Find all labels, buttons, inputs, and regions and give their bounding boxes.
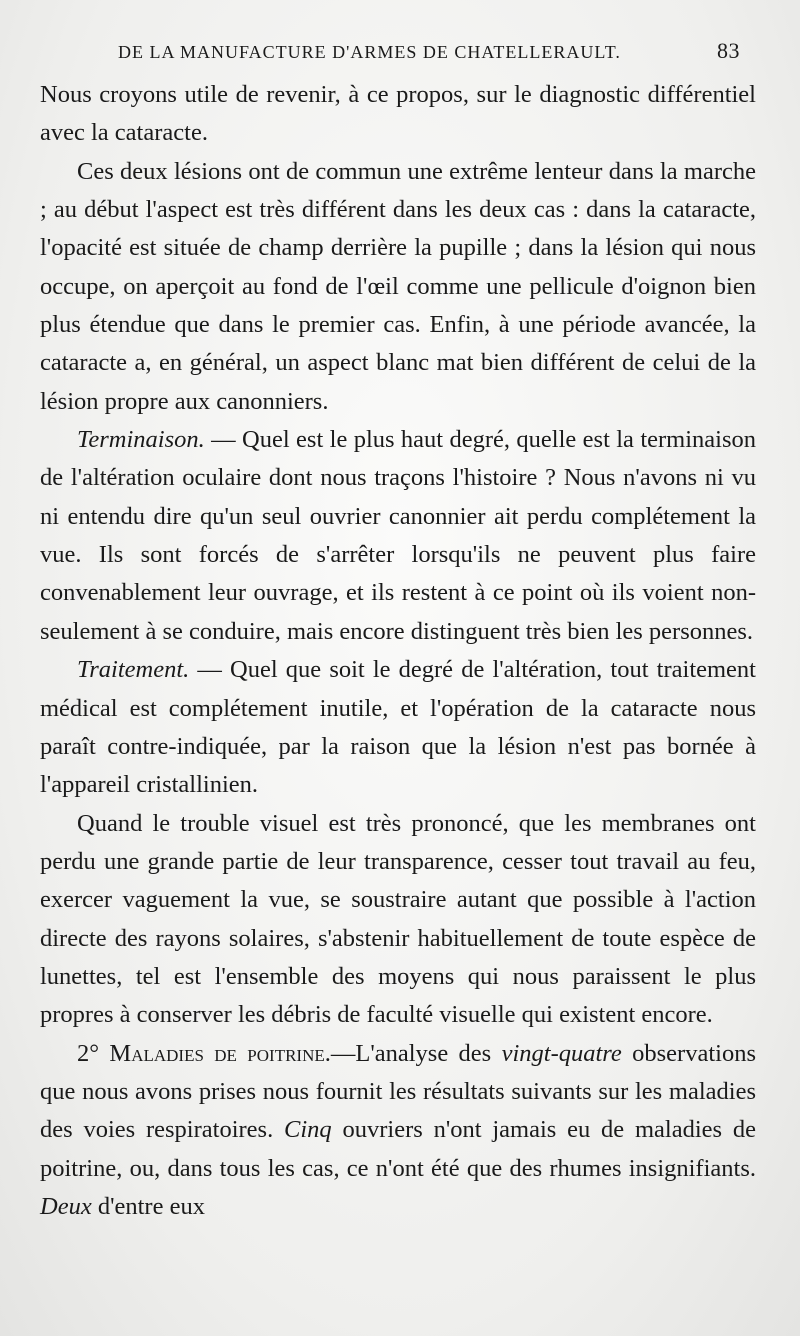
- paragraph-text: —L'analyse des: [330, 1039, 502, 1067]
- paragraph-text: Ces deux lésions ont de commun une extrême lenteur dans la marche ; au début l'aspect est très différent dans les deux cas : dans la cataracte, l'opacité est située de champ derrière la pupille ; dans la lésion qui nous occupe, on aperçoit au fond de l'œil comme une pellicule d'oignon bien plus étendue que dans le premier cas. Enfin, à une période avancée, la cataracte a, en général, un aspect blanc mat bien différent de celui de la lésion propre aux canonniers.: [40, 157, 756, 415]
- paragraph-maladies: [40, 1035, 756, 1227]
- page-number: 83: [717, 38, 740, 63]
- emphasis: vingt-quatre: [501, 1039, 622, 1067]
- paragraph: [40, 805, 756, 1035]
- paragraph-traitement: [40, 651, 756, 804]
- section-lead: Terminaison.: [77, 426, 205, 454]
- section-number: 2°: [77, 1039, 100, 1067]
- emphasis: Cinq: [284, 1116, 332, 1144]
- section-lead: Traitement.: [77, 656, 190, 684]
- page-body: [40, 76, 756, 1226]
- paragraph: [40, 76, 756, 153]
- running-header: [118, 38, 740, 64]
- paragraph-text: Nous croyons utile de revenir, à ce propos, sur le diagnostic différentiel avec la cataracte.: [40, 81, 756, 147]
- paragraph-text: Quand le trouble visuel est très prononcé, que les membranes ont perdu une grande partie de leur transparence, cesser tout travail au feu, exercer vaguement la vue, se soustraire autant que possible à l'action directe des rayons solaires, s'abstenir habituellement de toute espèce de lunettes, tel est l'ensemble des moyens qui nous paraissent le plus propres à conserver les débris de faculté visuelle qui existent encore.: [40, 809, 756, 1029]
- section-heading: Maladies de poitrine.: [109, 1039, 331, 1067]
- paragraph-text: ouvriers n'ont jamais eu de maladies de poitrine, ou, dans tous les cas, ce n'ont été que des rhumes insignifiants.: [40, 1116, 756, 1182]
- paragraph-text: observations que nous avons prises nous fournit les résultats suivants sur les maladies des voies respiratoires.: [40, 1039, 756, 1144]
- emphasis: Deux: [40, 1192, 92, 1220]
- paragraph: [40, 153, 756, 421]
- running-title: DE LA MANUFACTURE D'ARMES DE CHATELLERAULT.: [118, 42, 621, 62]
- paragraph-text: — Quel que soit le degré de l'altération, tout traitement médical est complétement inutile, et l'opération de la cataracte nous paraît contre-indiquée, par la raison que la lésion n'est pas bornée à l'appareil cristallinien.: [40, 656, 756, 799]
- paragraph-text: — Quel est le plus haut degré, quelle est la terminaison de l'altération oculaire dont nous traçons l'histoire ? Nous n'avons ni vu ni entendu dire qu'un seul ouvrier canonnier ait perdu complétement la vue. Ils sont forcés de s'arrêter lorsqu'ils ne peuvent plus faire convenablement leur ouvrage, et ils restent à ce point où ils voient non-seulement à se conduire, mais encore distinguent très bien les personnes.: [40, 426, 756, 645]
- paragraph-text: d'entre eux: [91, 1192, 205, 1220]
- paragraph-terminaison: [40, 421, 756, 651]
